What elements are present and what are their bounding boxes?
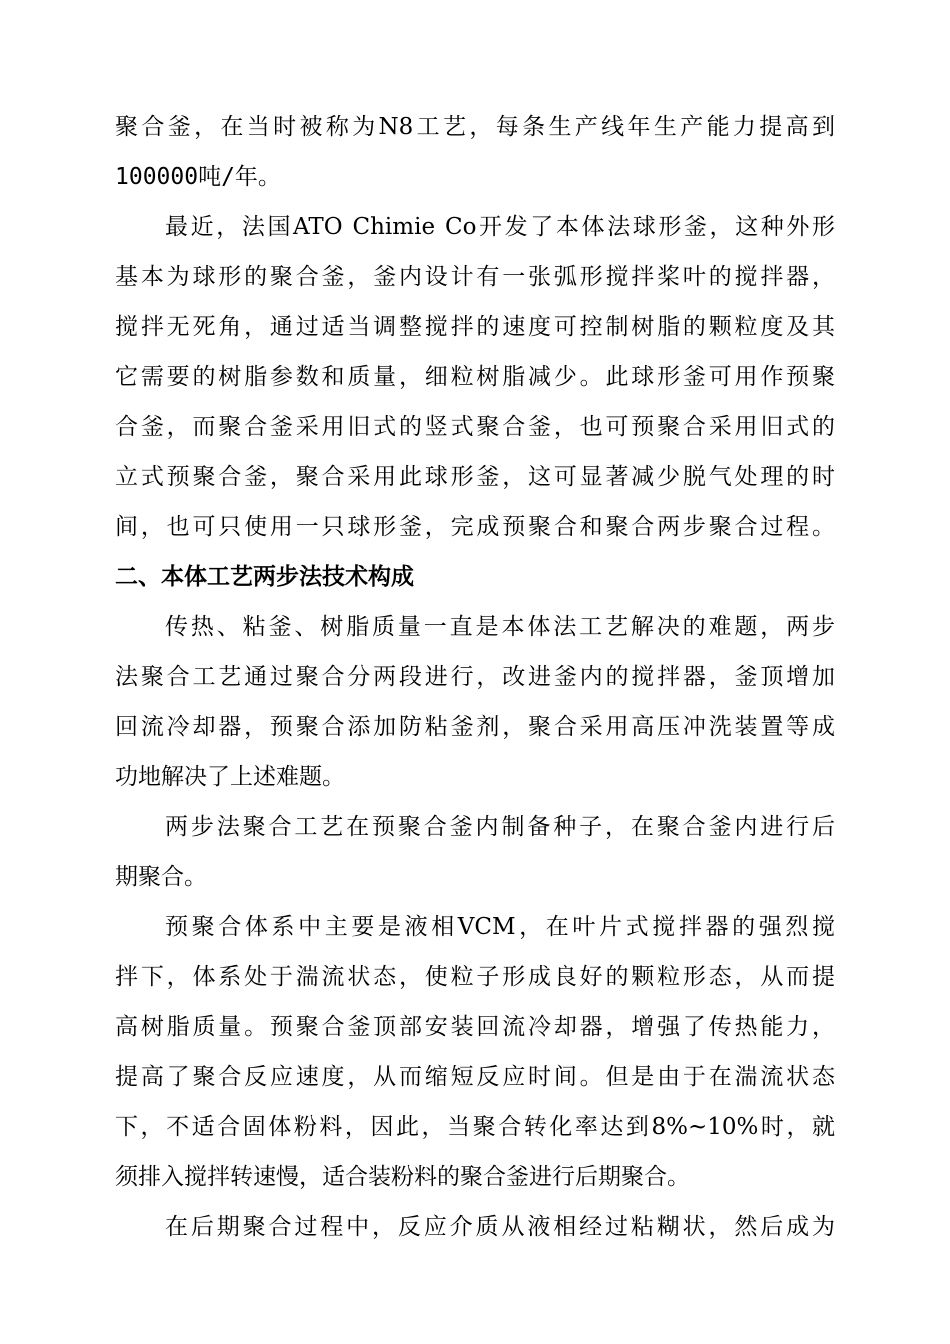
text-line: 提高了聚合反应速度，从而缩短反应时间。但是由于在湍流状态 [115, 1064, 835, 1090]
text-line: 合釜，而聚合釜采用旧式的竖式聚合釜，也可预聚合采用旧式的 [115, 414, 835, 440]
text-line: 传热、粘釜、树脂质量一直是本体法工艺解决的难题，两步 [165, 614, 835, 640]
text-line: 在后期聚合过程中，反应介质从液相经过粘糊状，然后成为 [165, 1214, 835, 1240]
text-line: 基本为球形的聚合釜，釜内设计有一张弧形搅拌桨叶的搅拌器， [115, 264, 835, 290]
text-line: 最近，法国ATO Chimie Co开发了本体法球形釜，这种外形 [165, 214, 835, 240]
text-line: 聚合釜，在当时被称为N8工艺，每条生产线年生产能力提高到 [115, 114, 835, 140]
text-line: 搅拌无死角，通过适当调整搅拌的速度可控制树脂的颗粒度及其 [115, 314, 835, 340]
text-line: 回流冷却器，预聚合添加防粘釜剂，聚合采用高压冲洗装置等成 [115, 714, 835, 740]
text-line: 期聚合。 [115, 864, 207, 890]
text-line: 拌下，体系处于湍流状态，使粒子形成良好的颗粒形态，从而提 [115, 964, 835, 990]
text-line: 两步法聚合工艺在预聚合釜内制备种子，在聚合釜内进行后 [165, 814, 835, 840]
text-line: 100000吨/年。 [115, 164, 281, 190]
text-line: 法聚合工艺通过聚合分两段进行，改进釜内的搅拌器，釜顶增加 [115, 664, 835, 690]
text-line: 它需要的树脂参数和质量，细粒树脂减少。此球形釜可用作预聚 [115, 364, 835, 390]
text-line: 间，也可只使用一只球形釜，完成预聚合和聚合两步聚合过程。 [115, 514, 835, 540]
text-line: 下，不适合固体粉料，因此，当聚合转化率达到8%~10%时，就 [115, 1114, 835, 1140]
text-line: 须排入搅拌转速慢，适合装粉料的聚合釜进行后期聚合。 [115, 1164, 690, 1190]
text-line: 功地解决了上述难题。 [115, 764, 345, 790]
text-line: 立式预聚合釜，聚合采用此球形釜，这可显著减少脱气处理的时 [115, 464, 835, 490]
text-line: 预聚合体系中主要是液相VCM，在叶片式搅拌器的强烈搅 [165, 914, 835, 940]
text-line: 高树脂质量。预聚合釜顶部安装回流冷却器，增强了传热能力， [115, 1014, 835, 1040]
section-heading: 二、本体工艺两步法技术构成 [115, 563, 414, 590]
